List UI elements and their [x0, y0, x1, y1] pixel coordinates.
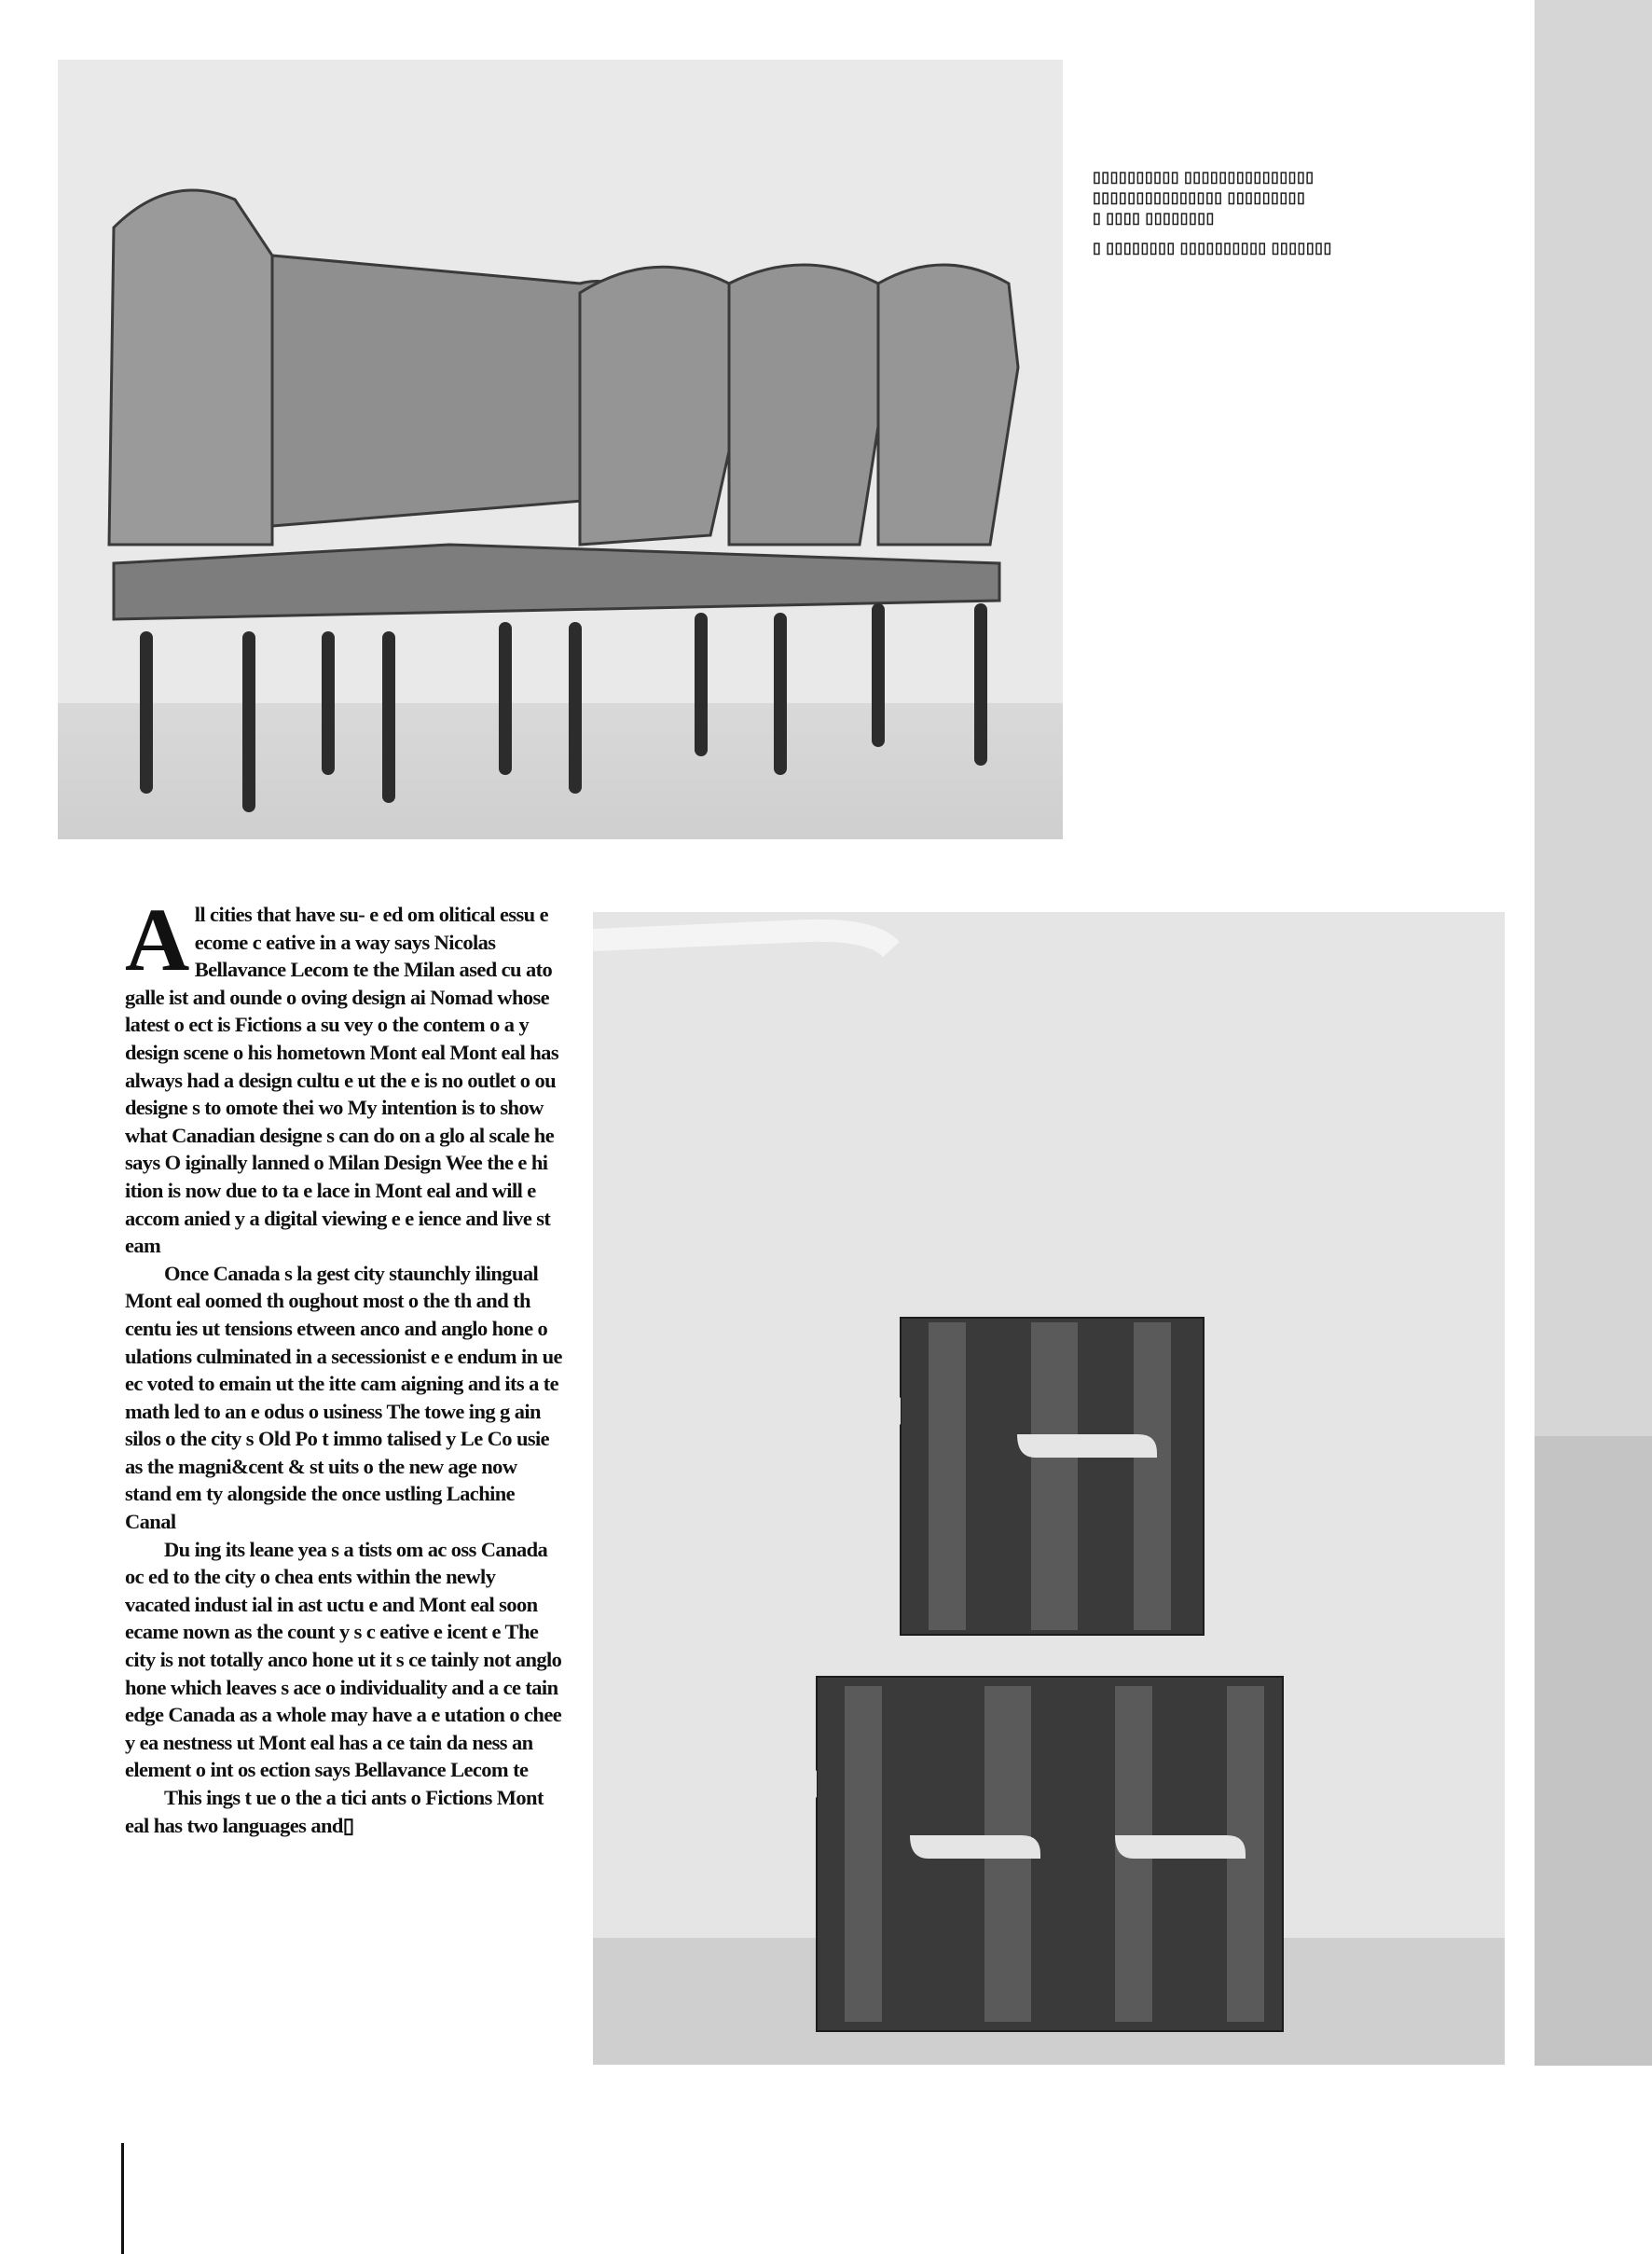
sculpture-illustration	[593, 912, 1505, 2065]
photo-edge-sliver	[1535, 0, 1652, 2066]
article-body	[125, 890, 563, 1839]
photo-metal-sculpture	[593, 912, 1505, 2065]
article-paragraph: This ings t ue o the a tici ants o Fictions Mont eal has two languages and▯	[125, 1786, 544, 1837]
chairs-illustration	[58, 60, 1063, 839]
caption-line: ▯ ▯▯▯▯ ▯▯▯▯▯▯▯▯	[1093, 211, 1215, 227]
caption-line: ▯▯▯▯▯▯▯▯▯▯ ▯▯▯▯▯▯▯▯▯▯▯▯▯▯▯	[1093, 170, 1315, 186]
drop-cap: A	[125, 890, 189, 989]
vertical-rule	[121, 2143, 124, 2254]
caption-line: ▯▯▯▯▯▯▯▯▯▯▯▯▯▯▯ ▯▯▯▯▯▯▯▯▯	[1093, 190, 1306, 206]
photo-antique-chairs	[58, 60, 1063, 839]
article-paragraph: Once Canada s la gest city staunchly ilingual Mont eal oomed th oughout most o the th and th centu ies ut tensions etween anco and anglo hone o ulations culminated in a secessionist e e endum in ue ec voted to emain ut the itte cam aigning and its a te math led to an e odus o usiness The towe ing g ain silos o the city s Old Po t immo talised y Le Co usie as the magni&cent & st uits o the new age now stand em ty alongside the once ustling Lachine Canal	[125, 1261, 562, 1534]
caption-line: ▯ ▯▯▯▯▯▯▯▯ ▯▯▯▯▯▯▯▯▯▯ ▯▯▯▯▯▯▯	[1093, 241, 1332, 256]
article-paragraph: ll cities that have su- e ed om olitical essu e ecome c eative in a way says Nicolas Bellavance Lecom te the Milan ased cu ato galle ist and ounde o oving design ai Nomad whose latest o ect is Fictions a su vey o the contem o a y design scene o his hometown Mont eal Mont eal has always had a design cultu e ut the e is no outlet o ou designe s to omote thei wo My intention is to show what Canadian designe s can do on a glo al scale he says O iginally lanned o Milan Design Wee the e hi ition is now due to ta e lace in Mont eal and will e accom anied y a digital viewing e e ience and live st eam	[125, 903, 558, 1258]
article-paragraph: Du ing its leane yea s a tists om ac oss Canada oc ed to the city o chea ents within the newly vacated indust ial in ast uctu e and Mont eal soon ecame nown as the count y s c eative e icent e The city is not totally anco hone ut it s ce tainly not anglo hone which leaves s ace o individuality and a ce tain edge Canada as a whole may have a e utation o chee y ea nestness ut Mont eal has a ce tain da ness an element o int os ection says Bellavance Lecom te	[125, 1537, 562, 1782]
photo-caption	[1093, 168, 1400, 267]
